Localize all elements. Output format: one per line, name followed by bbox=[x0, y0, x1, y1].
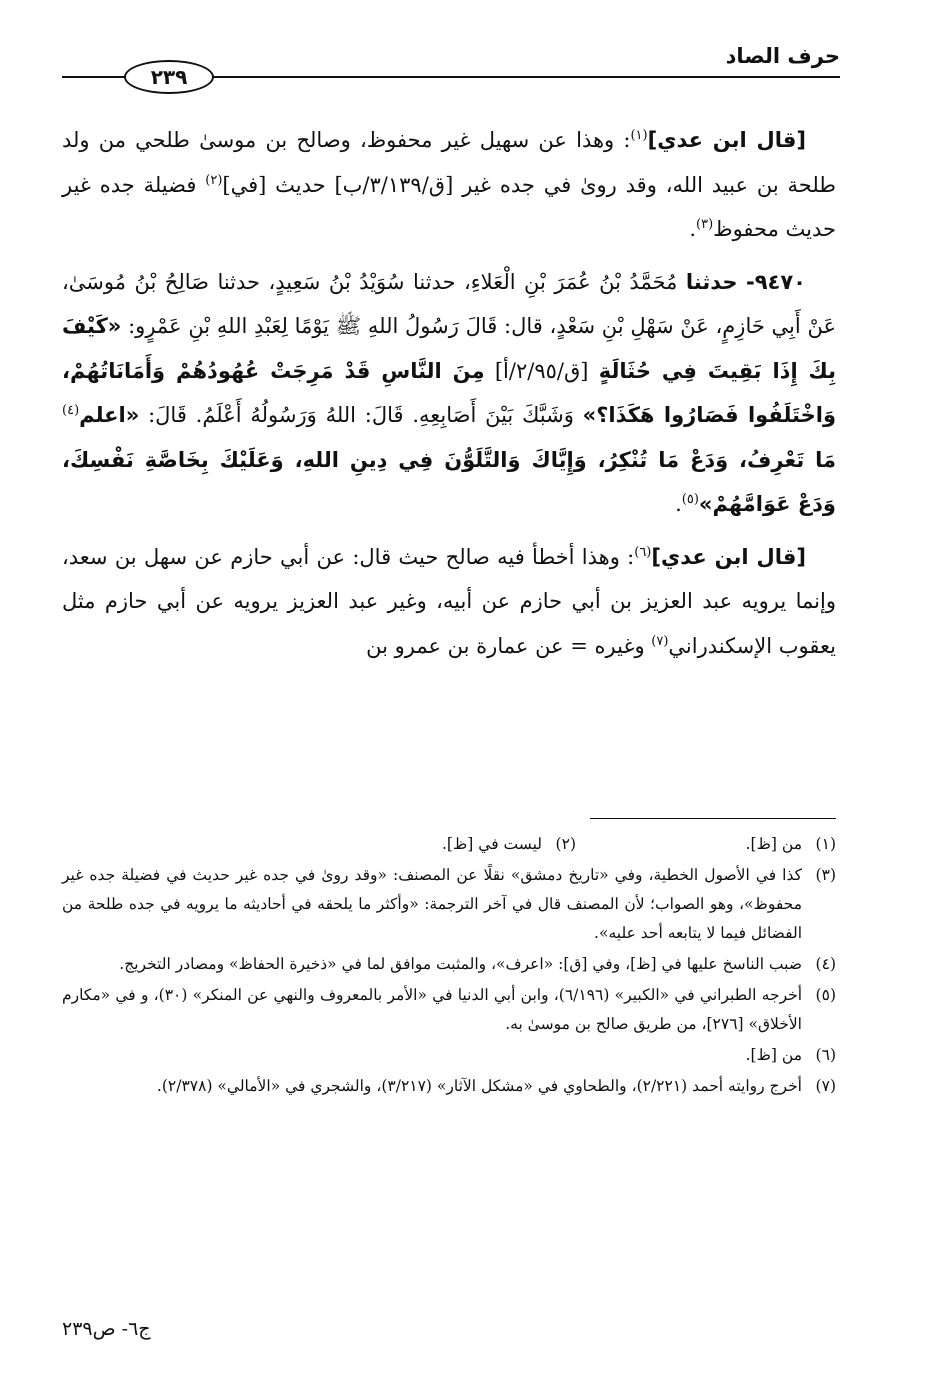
footnote-3 bbox=[62, 861, 836, 948]
hadith-number: ٩٤٧٠- bbox=[745, 269, 806, 294]
footnote-text: من [ظ]. bbox=[745, 835, 802, 853]
volume-page-reference: ج٦- ص٢٣٩ bbox=[62, 1318, 151, 1340]
paragraph-text: فضيلة جده غير حديث محفوظ bbox=[62, 172, 836, 241]
footnote-text: ليست في [ظ]. bbox=[442, 835, 542, 853]
paragraph-text: : وهذا أخطأ فيه صالح حيث قال: عن أبي حازم عن سهل بن سعد، وإنما يرويه عبد العزيز بن أبي حازم عن أبيه، وغير عبد العزيز يرويه عن أبي حازم مثل يعقوب الإسكندراني bbox=[62, 544, 836, 658]
footnote-1 bbox=[576, 830, 836, 859]
paragraph-hadith-9470 bbox=[62, 260, 836, 527]
footnote-5 bbox=[62, 981, 836, 1039]
footnote-number: (٣) bbox=[815, 866, 836, 884]
footnote-text: ضبب الناسخ عليها في [ظ]، وفي [ق]: «اعرف»، والمثبت موافق لما في «ذخيرة الحفاظ» ومصادر التخريج. bbox=[119, 955, 802, 973]
footnote-number: (٥) bbox=[815, 986, 836, 1004]
footnote-ref-3: (٣) bbox=[696, 217, 714, 232]
page-header bbox=[62, 38, 840, 98]
footnote-number: (٤) bbox=[815, 955, 836, 973]
paragraph-ibn-adi-2 bbox=[62, 535, 836, 669]
manuscript-ref: [ق/٢/٩٥/أ] bbox=[484, 358, 599, 383]
footnote-row-1-2 bbox=[62, 830, 836, 859]
footnote-2 bbox=[316, 830, 576, 859]
narration-text: وَشَبَّكَ بَيْنَ أَصَابِعِهِ. قَالَ: اللهُ وَرَسُولُهُ أَعْلَمُ. قَالَ: bbox=[139, 403, 583, 427]
footnote-ref-4: (٤) bbox=[62, 403, 80, 418]
paragraph-text: . bbox=[689, 217, 697, 241]
footnote-6 bbox=[62, 1041, 836, 1070]
footnote-separator bbox=[590, 818, 836, 819]
footnote-number: (٦) bbox=[815, 1046, 836, 1064]
paragraph-text: : وهذا عن سهيل غير محفوظ، وصالح بن موسىٰ طلحي من ولد طلحة بن عبيد الله، وقد روىٰ في جده غير [ق/٣/١٣٩/ب] حديث [في] bbox=[62, 128, 836, 197]
ibn-adi-label: [قال ابن عدي] bbox=[647, 128, 806, 152]
hadith-text-d: «اعلم bbox=[79, 403, 140, 427]
main-text bbox=[62, 118, 836, 676]
footnote-ref-6: (٦) bbox=[634, 544, 652, 560]
paragraph-ibn-adi-1 bbox=[62, 118, 836, 252]
footnote-4 bbox=[62, 950, 836, 979]
page-number: ٢٣٩ bbox=[124, 60, 214, 94]
section-title: حرف الصاد bbox=[725, 44, 840, 68]
footnote-ref-5: (٥) bbox=[681, 492, 699, 507]
footnote-ref-2: (٢) bbox=[205, 172, 223, 188]
footnote-text: من [ظ]. bbox=[745, 1046, 802, 1064]
hadith-text-e: مَا تَعْرِفُ، وَدَعْ مَا تُنْكِرُ، وَإِيَّاكَ وَالتَّلَوُّنَ فِي دِينِ اللهِ، وَعَلَيْكَ بِخَاصَّةِ نَفْسِكَ، وَدَعْ عَوَامَّهُمْ» bbox=[62, 447, 836, 516]
haddathana: حدثنا bbox=[685, 269, 738, 294]
footnote-text: أخرجه الطبراني في «الكبير» (٦/١٩٦)، وابن أبي الدنيا في «الأمر بالمعروف والنهي عن المنكر» (٣٠)، و في «مكارم الأخلاق» [٢٧٦]، من طريق صالح بن موسىٰ به. bbox=[62, 986, 803, 1033]
footnote-ref-1: (١) bbox=[630, 128, 648, 143]
paragraph-text: . bbox=[675, 492, 682, 516]
paragraph-text: وغيره = عن عمارة بن عمرو بن bbox=[366, 633, 652, 658]
footnote-text: أخرج روايته أحمد (٢/٢٢١)، والطحاوي في «مشكل الآثار» (٣/٢١٧)، والشجري في «الأمالي» (٢/٣٧٨). bbox=[156, 1077, 802, 1095]
footnote-number: (١) bbox=[815, 835, 836, 853]
ibn-adi-label: [قال ابن عدي] bbox=[651, 544, 806, 569]
hadith-text-a: «كَيْفَ بِكَ إِذَا بَقِيتَ فِي حُثَالَةٍ bbox=[62, 314, 837, 383]
footnote-7 bbox=[62, 1072, 836, 1101]
footnote-number: (٧) bbox=[815, 1077, 836, 1095]
footnote-text: كذا في الأصول الخطية، وفي «تاريخ دمشق» نقلًا عن المصنف: «وقد روىٰ في جده غير حديث في فضيلة جده غير محفوظ»، وهو الصواب؛ لأن المصنف قال في آخر الترجمة: «وأكثر ما يلحقه في أحاديثه ما يرويه في جده طلحة من الفضائل فيما لا يتابعه أحد عليه». bbox=[62, 866, 802, 942]
footnote-number: (٢) bbox=[555, 835, 576, 853]
hadith-text-b: مِنَ النَّاسِ قَدْ مَرِجَتْ عُهُودُهُمْ وَأَمَانَاتُهُمْ، وَاخْتَلَفُوا فَصَارُوا هَكَذَا؟» bbox=[62, 358, 836, 427]
isnad: مُحَمَّدُ بْنُ عُمَرَ بْنِ الْعَلاءِ، حدثنا سُوَيْدُ بْنُ سَعِيدٍ، حدثنا صَالِحُ بْنُ مُوسَىٰ، عَنْ أَبِي حَازِمٍ، عَنْ سَهْلِ بْنِ سَعْدٍ، قال: قَالَ رَسُولُ اللهِ ﷺ يَوْمًا لِعَبْدِ اللهِ بْنِ عَمْرٍو: bbox=[62, 269, 836, 338]
footnote-ref-7: (٧) bbox=[651, 633, 669, 649]
footnotes bbox=[62, 830, 836, 1103]
